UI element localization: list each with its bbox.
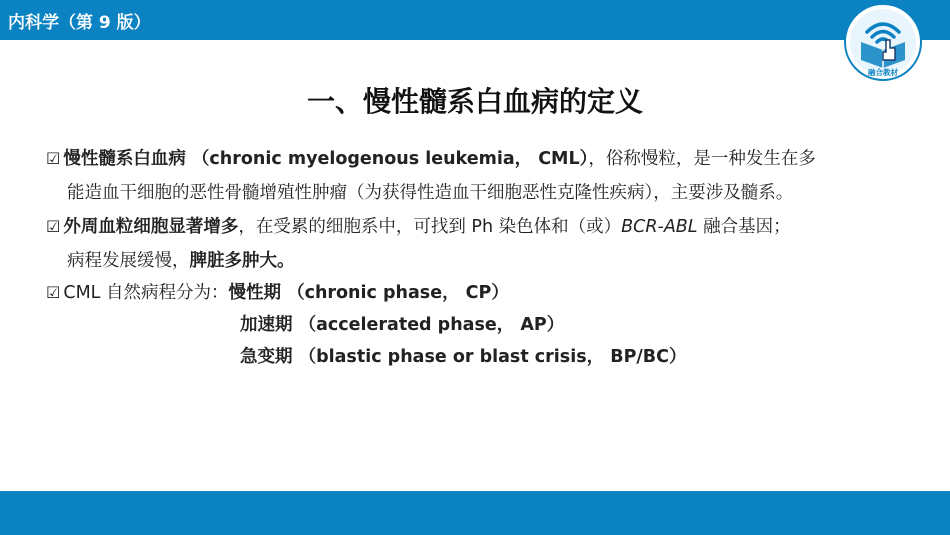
paragraph-phases: ☑ CML 自然病程分为：慢性期 （chronic phase， CP） bbox=[46, 283, 509, 303]
book-title: 内科学（第 9 版） bbox=[8, 13, 151, 33]
checkbox-icon: ☑ bbox=[46, 149, 61, 168]
phase-blastic-line bbox=[46, 342, 916, 372]
slide-content bbox=[46, 142, 916, 372]
paragraph-features-cont: 病程发展缓慢，脾脏多肿大。 bbox=[67, 251, 295, 271]
logo-text: 融合教材 bbox=[868, 68, 898, 77]
footer-bar bbox=[0, 491, 950, 535]
slide-title: 一、慢性髓系白血病的定义 bbox=[306, 85, 643, 118]
paragraph-features: ☑ 外周血粒细胞显著增多，在受累的细胞系中，可找到 Ph 染色体和（或）BCR-ABL 融合基因； bbox=[46, 217, 791, 237]
gene-name: BCR-ABL bbox=[621, 217, 698, 237]
checkbox-icon: ☑ bbox=[46, 217, 61, 236]
phase-accelerated: 加速期 （accelerated phase， AP） bbox=[240, 315, 565, 335]
phase-accelerated-line bbox=[46, 308, 916, 342]
checkbox-icon: ☑ bbox=[46, 283, 61, 302]
splenomegaly-text: 脾脏多肿大。 bbox=[189, 251, 295, 271]
phase-blastic: 急变期 （blastic phase or blast crisis， BP/BC） bbox=[240, 347, 687, 367]
paragraph-definition: ☑ 慢性髓系白血病 （chronic myelogenous leukemia， CML），俗称慢粒，是一种发生在多 bbox=[46, 149, 816, 169]
phase-chronic: 慢性期 （chronic phase， CP） bbox=[228, 283, 509, 303]
paragraph-definition-cont: 能造血干细胞的恶性骨髓增殖性肿瘤（为获得性造血干细胞恶性克隆性疾病），主要涉及髓系。 bbox=[67, 183, 794, 203]
definition-term: 慢性髓系白血病 （chronic myelogenous leukemia， CML） bbox=[63, 149, 589, 169]
feature-term: 外周血粒细胞显著增多 bbox=[63, 217, 239, 237]
header-bar bbox=[0, 0, 950, 40]
fusion-textbook-logo bbox=[843, 2, 923, 82]
